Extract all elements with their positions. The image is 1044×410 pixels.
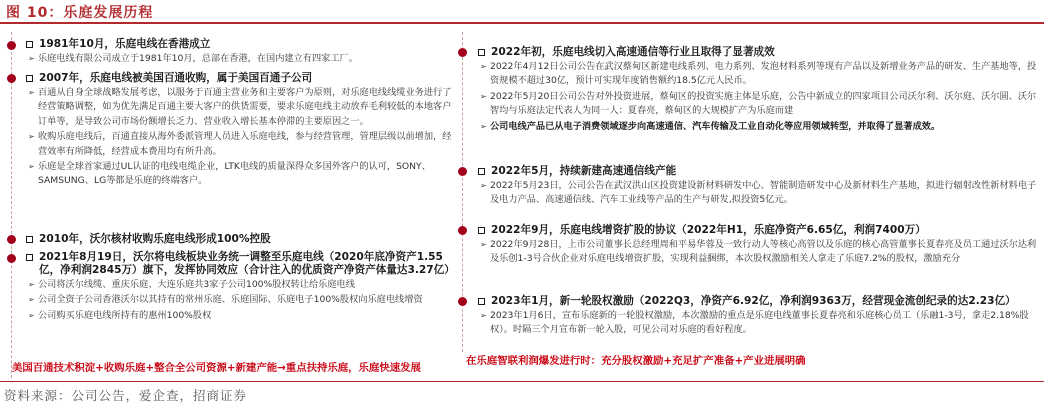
event-detail: 百通从自身全球战略发展考虑，以服务于百通主营业务和主要客户为原则，对乐庭电线线缆业务进行了经营策略调整，如为优先满足百通主要大客户的供货需要，要求乐庭电线主动放弃毛利较低的本地客户订单等，是导致公司市场份额增长乏力、营业收入增长基本停滞的主要原因之一。 — [38, 87, 452, 127]
right-summary-banner: 在乐庭智联利润爆发进行时：充分股权激励+充足扩产准备+产业进展明确 — [466, 355, 806, 367]
arrow-bullet-icon: ➢ — [28, 162, 35, 172]
event-header: 1981年10月，乐庭电线在香港成立 — [39, 38, 211, 50]
checkbox-square-icon — [26, 41, 33, 48]
timeline-dot — [458, 297, 467, 306]
event-detail: 收购乐庭电线后，百通直接从海外委派管理人员进入乐庭电线，参与经营管理，管理层级以前增加，经营效率有所降低，经营成本费用均有所升高。 — [38, 131, 452, 157]
arrow-bullet-icon: ➢ — [480, 121, 487, 131]
arrow-bullet-icon: ➢ — [480, 181, 487, 190]
event-detail: 公司全资子公司香港沃尔以其持有的常州乐庭、乐庭国际、乐庭电子100%股权向乐庭电线增资 — [38, 294, 423, 306]
checkbox-square-icon — [478, 168, 485, 175]
arrow-bullet-icon: ➢ — [28, 88, 35, 97]
event-detail: 公司将沃尔线缆、重庆乐庭、大连乐庭共3家子公司100%股权转让给乐庭电线 — [38, 279, 355, 290]
timeline-line-left — [11, 32, 12, 378]
arrow-bullet-icon: ➢ — [480, 240, 487, 249]
event-detail-highlight: 公司电线产品已从电子消费领域逐步向高速通信、汽车传输及工业自动化等应用领域转型，并取得了显著成效。 — [490, 120, 941, 132]
event-header: 2022年5月，持续新建高速通信线产能 — [491, 165, 677, 177]
event-2007 — [26, 72, 452, 189]
event-2022-may — [478, 165, 1040, 208]
event-detail: 公司购买乐庭电线所持有的惠州100%股权 — [38, 309, 212, 321]
arrow-bullet-icon: ➢ — [480, 311, 487, 320]
event-2022-early — [478, 46, 1040, 134]
timeline-dot — [458, 226, 467, 235]
title-rule — [0, 22, 1044, 24]
event-detail: 乐庭电线有限公司成立于1981年10月，总部在香港，在国内建立有四家工厂。 — [38, 53, 358, 64]
event-detail: 2022年5月20日公司公告对外投资进展，蔡甸区的投资实施主体是乐庭，公告中新成立的四家项目公司沃尔利、沃尔庭、沃尔圆、沃尔智均与乐庭法定代表人为同一人：夏春亮，蔡甸区的大规模扩产为乐庭而建 — [490, 90, 1037, 117]
checkbox-square-icon — [478, 298, 485, 305]
checkbox-square-icon — [26, 75, 33, 82]
checkbox-square-icon — [478, 49, 485, 56]
arrow-bullet-icon: ➢ — [28, 295, 35, 305]
arrow-bullet-icon: ➢ — [480, 91, 487, 101]
checkbox-square-icon — [26, 236, 33, 243]
timeline-dot — [458, 167, 467, 176]
arrow-bullet-icon: ➢ — [480, 62, 487, 71]
event-header: 2010年，沃尔核材收购乐庭电线形成100%控股 — [39, 233, 271, 245]
arrow-bullet-icon: ➢ — [28, 54, 35, 63]
timeline-dot — [7, 41, 16, 50]
event-header: 2023年1月，新一轮股权激励（2022Q3，净资产6.92亿，净利润9363万，经营现金流创纪录的达2.23亿） — [491, 295, 1016, 307]
event-detail: 2023年1月6日，宣布乐庭新的一轮股权激励，本次激励的重点是乐庭电线董事长夏春亮和乐庭核心员工（乐融1-3号，拿走2.18%股权）。时隔三个月宣布新一轮入股，可见公司对乐庭的看好程度。 — [490, 310, 1029, 336]
event-header: 2022年初，乐庭电线切入高速通信等行业且取得了显著成效 — [491, 46, 775, 58]
event-2010 — [26, 233, 452, 246]
event-2023-jan — [478, 295, 1040, 338]
checkbox-square-icon — [478, 227, 485, 234]
event-detail: 2022年5月23日，公司公告在武汉洪山区投资建设新材料研发中心、智能制造研发中心及新材料生产基地，拟进行辐射改性新材料电子及电力产品、高速通信线、汽车工业线等产品的生产与研发,拟投资5亿元。 — [490, 180, 1037, 206]
source-note: 资料来源：公司公告，爱企查，招商证券 — [4, 388, 248, 403]
event-header: 2022年9月，乐庭电线增资扩股的协议（2022年H1，乐庭净资产6.65亿，利润7400万） — [491, 224, 926, 236]
figure-title: 图 10：乐庭发展历程 — [6, 5, 154, 21]
event-detail: 2022年9月28日，上市公司董事长总经理周和平易华蓉及一致行动人等核心高管以及乐庭的核心高管董事长夏春亮及员工通过沃尔达利及乐创1-3号合伙企业对乐庭电线增资扩股，实现利益捆绑，本次股权激励相关人拿走了乐庭7.2%的股权，激励充分 — [490, 239, 1037, 265]
event-detail: 2022年4月12日公司公告在武汉蔡甸区新建电线系列、电力系列、发泡材料系列等现有产品以及新增业务产品的研发、生产基地等，投资规模不超过30亿，预计可实现年度销售额约18.5亿元人民币。 — [490, 61, 1037, 87]
event-1981 — [26, 38, 452, 66]
timeline-dot — [7, 235, 16, 244]
timeline-dot — [7, 254, 16, 263]
arrow-bullet-icon: ➢ — [28, 310, 35, 320]
event-detail: 乐庭是全球首家通过UL认证的电线电缆企业，LTK电线的质量深得众多国外客户的认可，SONY、SAMSUNG、LG等都是乐庭的终端客户。 — [38, 161, 431, 187]
arrow-bullet-icon: ➢ — [28, 280, 35, 289]
checkbox-square-icon — [26, 254, 33, 261]
bottom-rule — [0, 381, 1044, 382]
event-2022-sep — [478, 224, 1040, 267]
event-header: 2021年8月19日，沃尔将电线板块业务统一调整至乐庭电线（2020年底净资产1.55亿，净利润2845万）旗下，发挥协同效应（合计注入的优质资产净资产体量达3.27亿） — [39, 251, 455, 276]
timeline-dot — [458, 48, 467, 57]
left-summary-banner: 美国百通技术积淀+收购乐庭+整合全公司资源+新建产能→重点扶持乐庭，乐庭快速发展 — [12, 362, 421, 374]
arrow-bullet-icon: ➢ — [28, 132, 35, 142]
event-header: 2007年，乐庭电线被美国百通收购，属于美国百通子公司 — [39, 72, 313, 84]
timeline-dot — [7, 74, 16, 83]
event-2021 — [26, 251, 455, 323]
